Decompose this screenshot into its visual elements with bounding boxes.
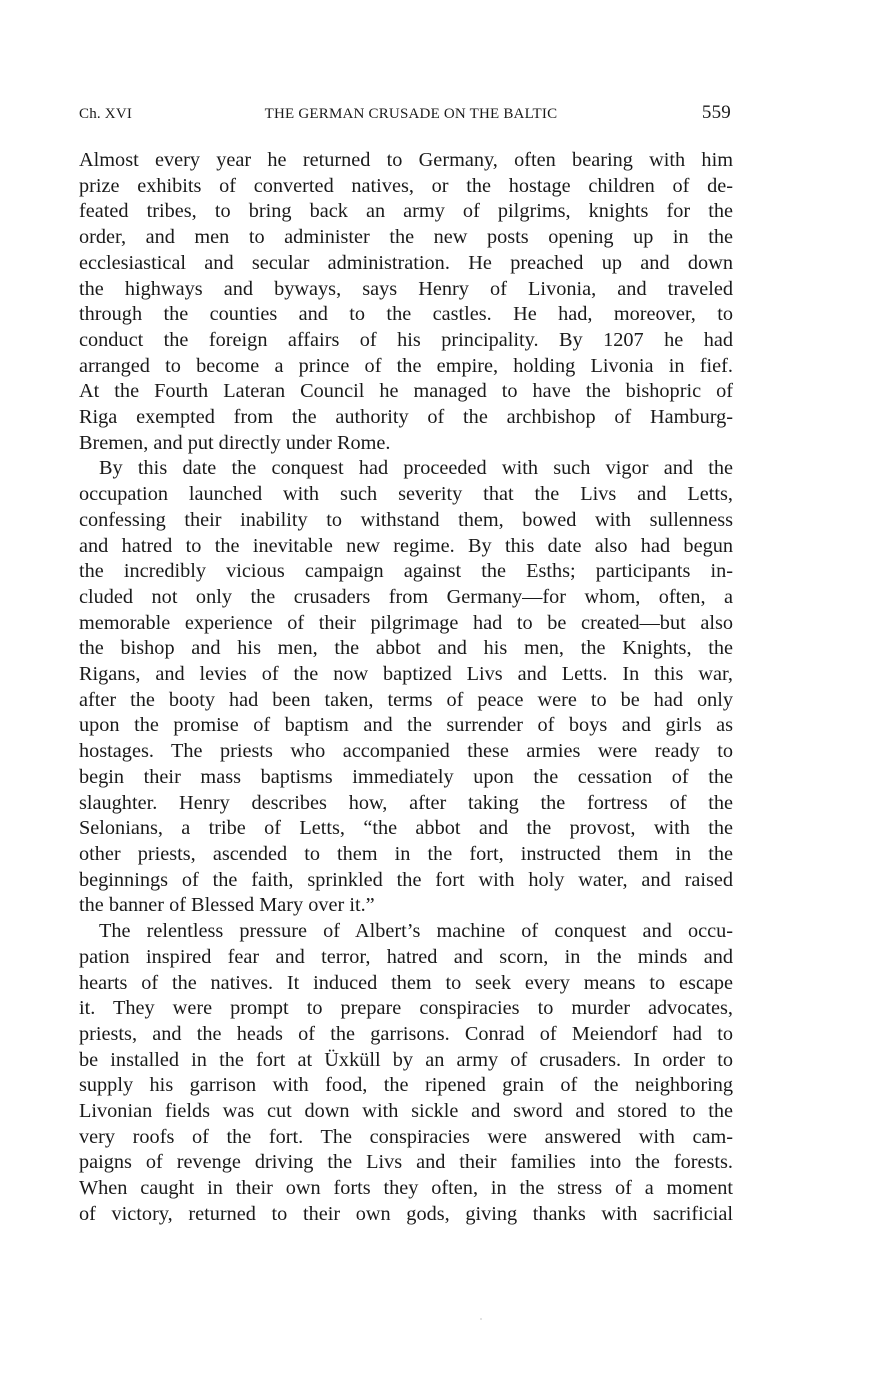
text-line: it. They were prompt to prepare conspiracies to murder advocates, bbox=[79, 997, 733, 1020]
text-line: Riga exempted from the authority of the archbishop of Hamburg- bbox=[79, 406, 733, 429]
paragraph bbox=[79, 148, 733, 456]
text-line: hearts of the natives. It induced them to seek every means to escape bbox=[79, 971, 733, 994]
text-line: supply his garrison with food, the ripened grain of the neighboring bbox=[79, 1074, 733, 1097]
text-line: When caught in their own forts they often, in the stress of a moment bbox=[79, 1177, 733, 1200]
text-line: paigns of revenge driving the Livs and their families into the forests. bbox=[79, 1151, 733, 1174]
text-line: be installed in the fort at Üxküll by an army of crusaders. In order to bbox=[79, 1048, 733, 1071]
text-line: feated tribes, to bring back an army of pilgrims, knights for the bbox=[79, 200, 733, 223]
paper-speck bbox=[480, 1318, 482, 1320]
paragraph bbox=[79, 919, 733, 1227]
text-line: arranged to become a prince of the empire, holding Livonia in fief. bbox=[79, 354, 733, 377]
text-line: very roofs of the fort. The conspiracies were answered with cam- bbox=[79, 1125, 733, 1148]
text-line: begin their mass baptisms immediately upon the cessation of the bbox=[79, 765, 733, 788]
text-line: cluded not only the crusaders from Germany—for whom, often, a bbox=[79, 585, 733, 608]
text-line: Livonian fields was cut down with sickle and sword and stored to the bbox=[79, 1100, 733, 1123]
text-line: after the booty had been taken, terms of peace were to be had only bbox=[79, 688, 733, 711]
text-line: upon the promise of baptism and the surrender of boys and girls as bbox=[79, 714, 733, 737]
text-line: of victory, returned to their own gods, giving thanks with sacrificial bbox=[79, 1202, 733, 1225]
running-head bbox=[79, 100, 733, 132]
chapter-label: Ch. XVI bbox=[79, 106, 133, 122]
text-line: Selonians, a tribe of Letts, “the abbot and the provost, with the bbox=[79, 817, 733, 840]
text-line: Rigans, and levies of the now baptized Livs and Letts. In this war, bbox=[79, 663, 733, 686]
text-line: slaughter. Henry describes how, after taking the fortress of the bbox=[79, 791, 733, 814]
text-line: memorable experience of their pilgrimage had to be created—but also bbox=[79, 611, 733, 634]
text-line: order, and men to administer the new posts opening up in the bbox=[79, 226, 733, 249]
text-line: the highways and byways, says Henry of Livonia, and traveled bbox=[79, 277, 733, 300]
text-line: pation inspired fear and terror, hatred and scorn, in the minds and bbox=[79, 945, 733, 968]
text-line: confessing their inability to withstand them, bowed with sullenness bbox=[79, 508, 733, 531]
text-line: other priests, ascended to them in the fort, instructed them in the bbox=[79, 842, 733, 865]
text-line: hostages. The priests who accompanied these armies were ready to bbox=[79, 740, 733, 763]
text-line: The relentless pressure of Albert’s machine of conquest and occu- bbox=[99, 920, 733, 943]
text-line: By this date the conquest had proceeded with such vigor and the bbox=[99, 457, 733, 480]
text-line: the incredibly vicious campaign against the Esths; participants in- bbox=[79, 560, 733, 583]
text-line: and hatred to the inevitable new regime. By this date also had begun bbox=[79, 534, 733, 557]
text-line: prize exhibits of converted natives, or the hostage children of de- bbox=[79, 174, 733, 197]
body-text bbox=[79, 148, 733, 1228]
text-line: priests, and the heads of the garrisons. Conrad of Meiendorf had to bbox=[79, 1022, 733, 1045]
text-line: the banner of Blessed Mary over it.” bbox=[79, 894, 375, 917]
text-line: through the counties and to the castles. He had, moreover, to bbox=[79, 303, 733, 326]
text-line: Bremen, and put directly under Rome. bbox=[79, 431, 391, 454]
text-line: ecclesiastical and secular administration. He preached up and down bbox=[79, 251, 733, 274]
paragraph bbox=[79, 456, 733, 919]
page-number: 559 bbox=[701, 102, 731, 123]
text-line: Almost every year he returned to Germany, often bearing with him bbox=[79, 149, 733, 171]
text-line: beginnings of the faith, sprinkled the fort with holy water, and raised bbox=[79, 868, 733, 891]
text-line: conduct the foreign affairs of his principality. By 1207 he had bbox=[79, 328, 733, 351]
text-line: the bishop and his men, the abbot and his men, the Knights, the bbox=[79, 637, 733, 660]
book-page bbox=[79, 100, 733, 1228]
text-line: occupation launched with such severity that the Livs and Letts, bbox=[79, 483, 733, 506]
running-title: THE GERMAN CRUSADE ON THE BALTIC bbox=[264, 106, 558, 122]
text-line: At the Fourth Lateran Council he managed to have the bishopric of bbox=[79, 380, 733, 403]
